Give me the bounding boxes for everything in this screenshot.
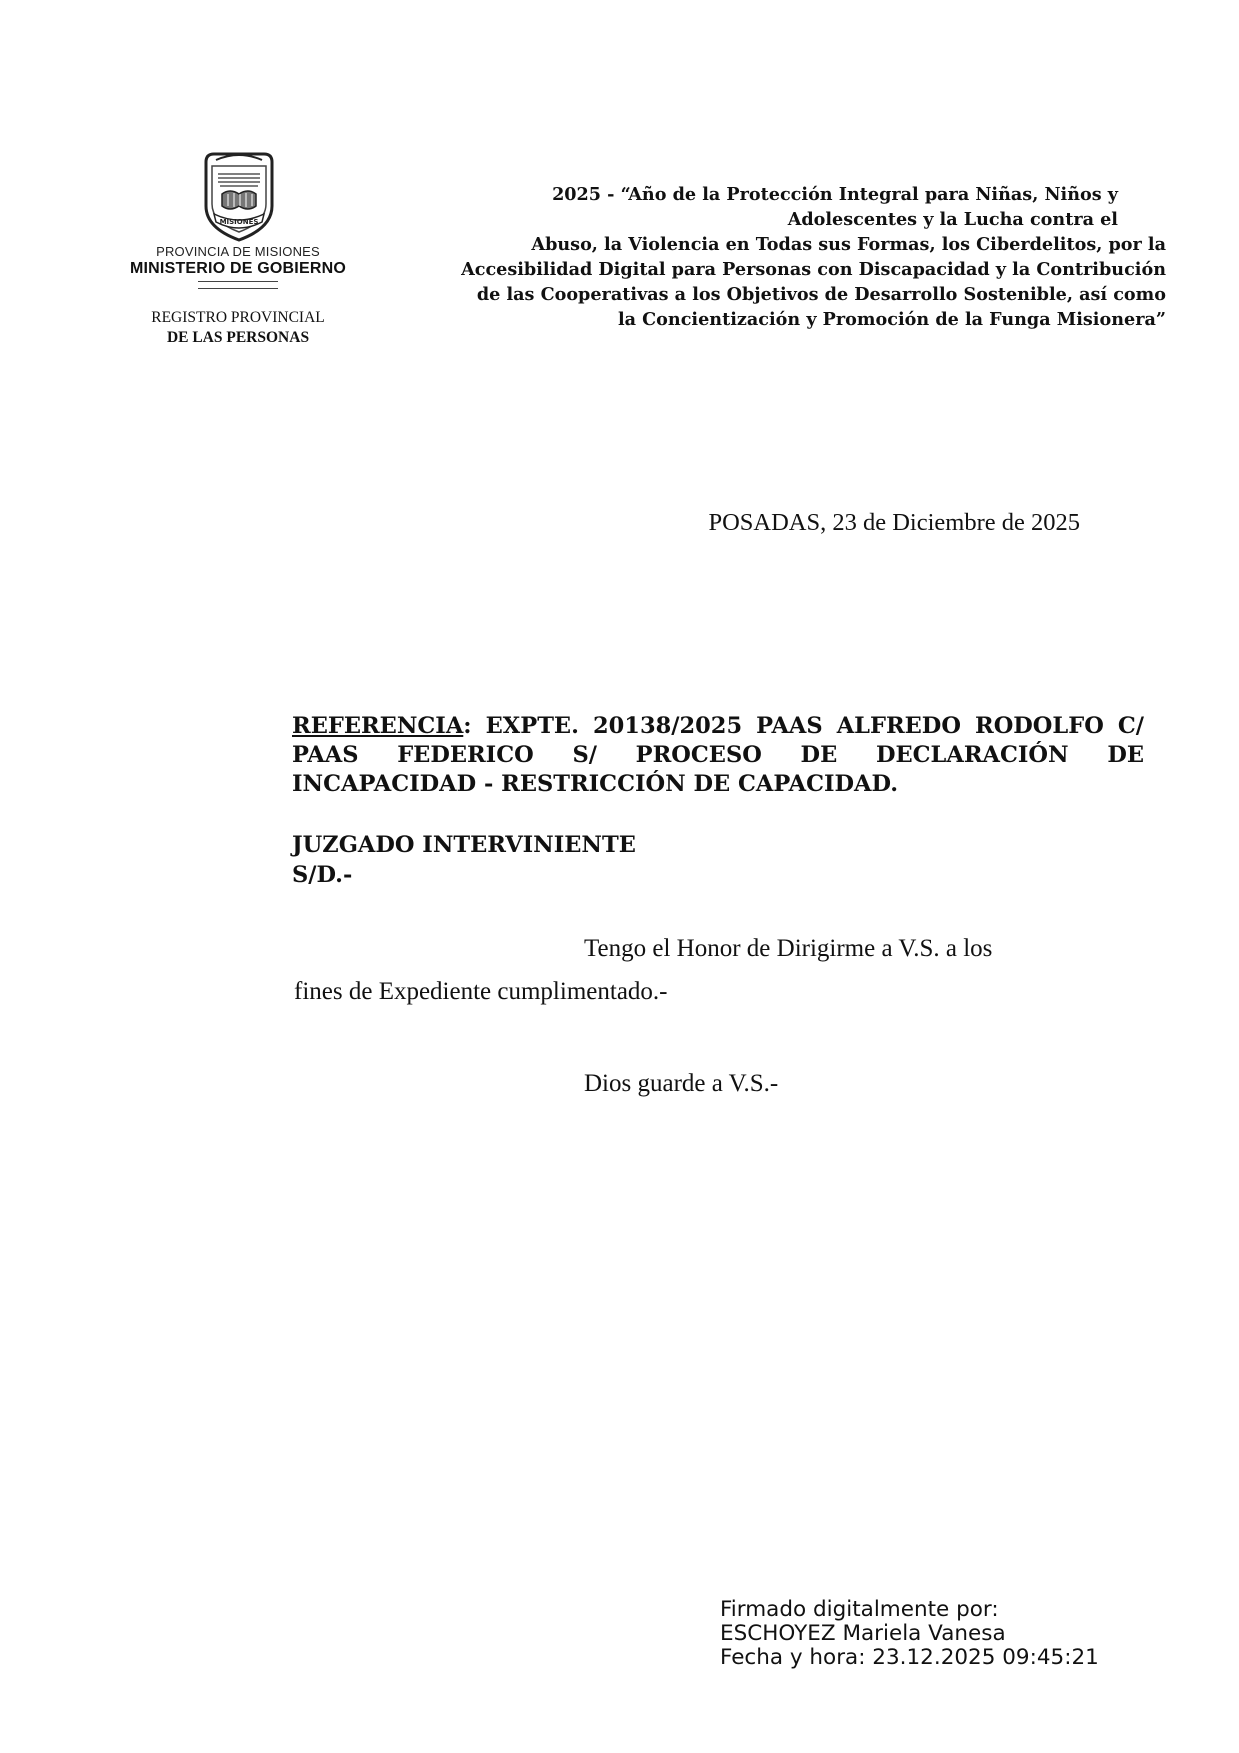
registry-line-2-prefix: DE LAS [166, 329, 227, 346]
case-reference [292, 712, 1144, 799]
registry-line-1: REGISTRO PROVINCIAL [151, 309, 325, 326]
signature-timestamp: Fecha y hora: 23.12.2025 09:45:21 [720, 1645, 1099, 1670]
reference-label: REFERENCIA [292, 713, 464, 739]
document-date: POSADAS, 23 de Diciembre de 2025 [708, 509, 1080, 536]
reference-line-1-text: : EXPTE. 20138/2025 PAAS ALFREDO RODOLFO C/ [463, 713, 1144, 739]
motto-line: Abuso, la Violencia en Todas sus Formas, los Ciberdelitos, por la [531, 234, 1166, 255]
motto-line: 2025 - “Año de la Protección Integral para Niñas, Niños y [552, 184, 1118, 205]
svg-text:MISIONES: MISIONES [219, 218, 259, 226]
motto-line: la Concientización y Promoción de la Funga Misionera” [617, 309, 1166, 330]
signer-name: ESCHOYEZ Mariela Vanesa [720, 1621, 1006, 1646]
provincial-seal-icon [194, 148, 284, 244]
reference-line-3: INCAPACIDAD - RESTRICCIÓN DE CAPACIDAD. [292, 771, 899, 797]
ministry-identity [118, 244, 358, 289]
recipient-block [292, 830, 636, 890]
digital-signature [720, 1598, 1099, 1670]
motto-line: Accesibilidad Digital para Personas con Discapacidad y la Contribución [461, 259, 1166, 280]
recipient-sd: S/D.- [292, 862, 353, 888]
year-motto [380, 182, 1166, 332]
ministry-name: MINISTERIO DE GOBIERNO [130, 260, 346, 277]
registry-line-2 [118, 328, 358, 348]
reference-line-2: PAAS FEDERICO S/ PROCESO DE DECLARACIÓN DE [292, 742, 1144, 768]
body-text-line-2: fines de Expediente cumplimentado.- [294, 978, 668, 1005]
closing-salutation: Dios guarde a V.S.- [584, 1070, 779, 1097]
ministry-divider [198, 281, 278, 289]
province-name: PROVINCIA DE MISIONES [156, 244, 320, 259]
signature-label: Firmado digitalmente por: [720, 1597, 999, 1622]
body-text-line-1: Tengo el Honor de Dirigirme a V.S. a los [584, 935, 993, 962]
reference-line-1 [292, 712, 1144, 741]
recipient-court: JUZGADO INTERVINIENTE [292, 832, 636, 858]
registry-name [118, 308, 358, 348]
registry-line-2-bold: PERSONAS [226, 329, 310, 346]
motto-line: de las Cooperativas a los Objetivos de Desarrollo Sostenible, así como [476, 284, 1166, 305]
motto-line: Adolescentes y la Lucha contra el [787, 209, 1118, 230]
letterhead-logo [118, 148, 358, 348]
